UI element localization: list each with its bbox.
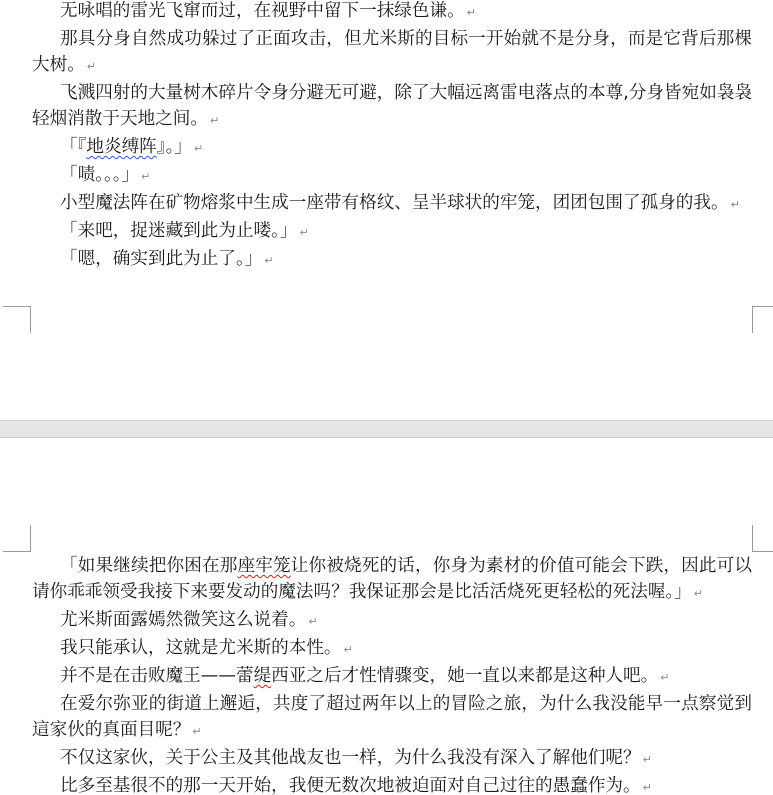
- paragraph-mark-icon: ↵: [693, 587, 703, 600]
- paragraph[interactable]: 并不是在击败魔王——蕾缇西亚之后才性情骤变，她一直以来都是这种人吧。 ↵: [60, 666, 670, 686]
- margin-corner-mark: [3, 525, 31, 552]
- margin-corner-mark: [752, 525, 773, 552]
- margin-corner-mark: [3, 306, 31, 333]
- paragraph-mark-icon: ↵: [299, 226, 309, 239]
- spellcheck-flagged-word[interactable]: 缇: [253, 666, 272, 686]
- paragraph[interactable]: 「啧。。。」 ↵: [60, 165, 151, 185]
- paragraph[interactable]: 「来吧，捉迷藏到此为止喽。」 ↵: [60, 221, 309, 241]
- paragraph-mark-icon: ↵: [730, 198, 740, 211]
- paragraph[interactable]: 尤米斯面露嫣然微笑这么说着。 ↵: [60, 610, 318, 630]
- paragraph[interactable]: 小型魔法阵在矿物熔浆中生成一座带有格纹、呈半球状的牢笼，团团包围了孤身的我。 ↵: [60, 193, 740, 213]
- paragraph[interactable]: 不仅这家伙，关于公主及其他战友也一样，为什么我没有深入了解他们呢？ ↵: [60, 748, 652, 768]
- paragraph-mark-icon: ↵: [193, 142, 204, 155]
- paragraph-mark-icon: ↵: [466, 6, 476, 19]
- paragraph-mark-icon: ↵: [660, 671, 670, 684]
- document-page-2: [0, 438, 773, 795]
- spellcheck-flagged-word[interactable]: 地炎缚阵: [86, 137, 157, 157]
- paragraph-mark-icon: ↵: [192, 725, 202, 738]
- paragraph[interactable]: 在爱尔弥亚的街道上邂逅，共度了超过两年以上的冒险之旅，为什么我没能早一点察觉到這家伙的真面目呢？ ↵: [32, 694, 752, 740]
- paragraph[interactable]: 「如果继续把你困在那座牢笼让你被烧死的话，你身为素材的价值可能会下跌，因此可以请你乖乖领受我接下来要发动的魔法吗？我保证那会是比活活烧死更轻松的死法喔。」 ↵: [32, 556, 752, 602]
- paragraph-mark-icon: ↵: [86, 60, 97, 73]
- paragraph[interactable]: 比多至基很不的那一天开始，我便无数次地被迫面对自己过往的愚蠢作为。 ↵: [60, 776, 652, 795]
- paragraph-mark-icon: ↵: [642, 781, 652, 794]
- paragraph-mark-icon: ↵: [209, 114, 220, 127]
- page-1-text: [32, 0, 752, 274]
- margin-corner-mark: [752, 306, 773, 333]
- spellcheck-flagged-word[interactable]: 座牢笼: [237, 556, 291, 576]
- paragraph-mark-icon: ↵: [343, 643, 353, 656]
- paragraph[interactable]: 那具分身自然成功躲过了正面攻击，但尤米斯的目标一开始就不是分身，而是它背后那棵大树。 ↵: [32, 29, 752, 75]
- paragraph-mark-icon: ↵: [642, 753, 652, 766]
- paragraph-mark-icon: ↵: [308, 615, 318, 628]
- paragraph-mark-icon: ↵: [141, 170, 151, 183]
- paragraph[interactable]: 我只能承认，这就是尤米斯的本性。 ↵: [60, 638, 353, 658]
- paragraph[interactable]: 无咏唱的雷光飞窜而过，在视野中留下一抹绿色谦。 ↵: [60, 1, 476, 21]
- paragraph-mark-icon: ↵: [264, 254, 274, 267]
- page-separator: [0, 420, 773, 438]
- page-2-text: [32, 553, 752, 795]
- paragraph[interactable]: 飞溅四射的大量树木碎片令身分避无可避，除了大幅远离雷电落点的本尊,分身皆宛如袅袅轻烟消散于天地之间。 ↵: [32, 83, 752, 129]
- paragraph[interactable]: 「『地炎缚阵』。」 ↵: [60, 137, 204, 157]
- paragraph[interactable]: 「嗯，确实到此为止了。」 ↵: [60, 249, 274, 269]
